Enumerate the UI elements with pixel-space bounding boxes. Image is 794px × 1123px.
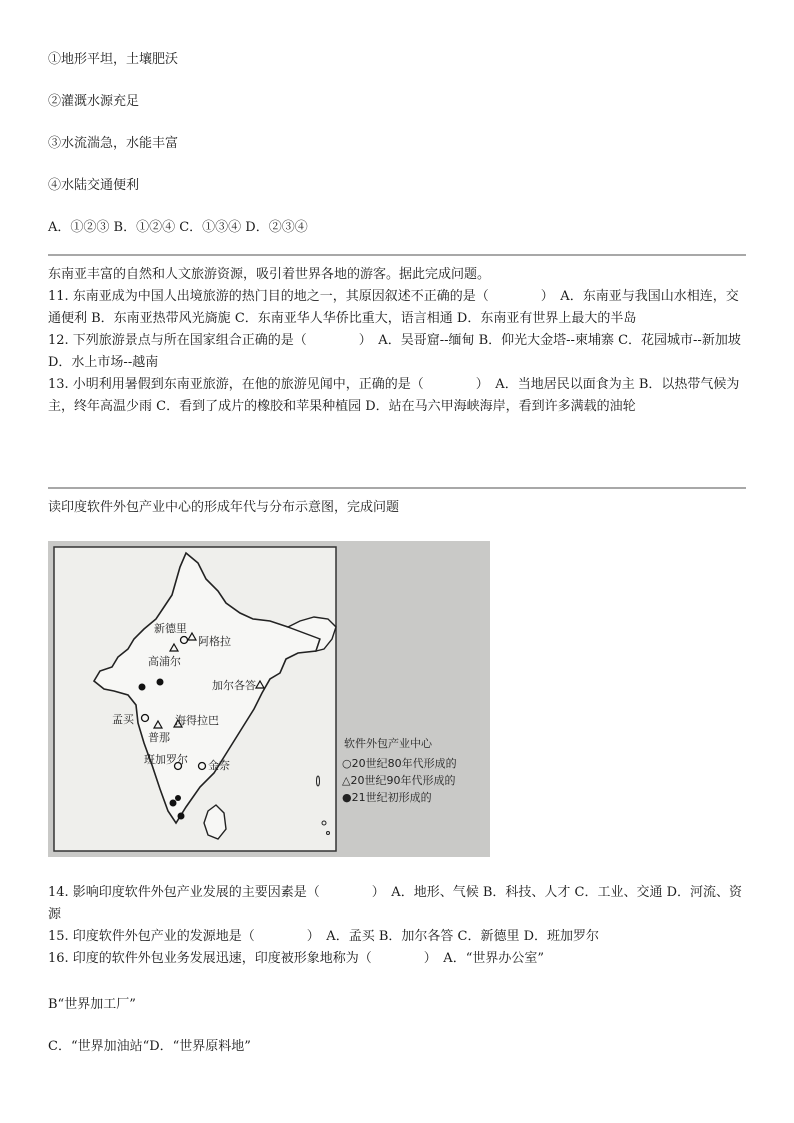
question-11: 11. 东南亚成为中国人出境旅游的热门目的地之一，其原因叙述不正确的是（ ） A．东南亚与我国山水相连，交通便利 B．东南亚热带风光旖旎 C．东南亚华人华侨比重大，语言相通 D．东南亚有世界上最大的半岛 (48, 289, 739, 326)
southeast-asia-section (48, 264, 746, 418)
question-15: 15. 印度软件外包产业的发源地是（ ） A．孟买 B．加尔各答 C．新德里 D．班加罗尔 (48, 929, 600, 944)
city-label-bangalore: 班加罗尔 (144, 753, 188, 766)
question-16-option-b: B“世界加工厂” (48, 997, 136, 1012)
map-legend (342, 736, 457, 804)
city-label-hyderabad: 海得拉巴 (175, 714, 219, 727)
option-1: ①地形平坦，土壤肥沃 (48, 52, 179, 67)
city-label-pune: 普那 (148, 731, 170, 744)
city-label-gwalior: 高浦尔 (148, 655, 181, 668)
section-intro: 东南亚丰富的自然和人文旅游资源，吸引着世界各地的游客。据此完成问题。 (48, 267, 491, 282)
city-marker-indore (157, 679, 164, 686)
city-label-agra: 阿格拉 (198, 635, 231, 648)
question-14: 14. 影响印度软件外包产业发展的主要因素是（ ） A．地形、气候 B．科技、人才 C．工业、交通 D．河流、资源 (48, 885, 743, 922)
city-marker-coimbatore (175, 795, 181, 801)
question-12: 12. 下列旅游景点与所在国家组合正确的是（ ） A．吴哥窟--缅甸 B．仰光大金塔--柬埔寨 C．花园城市--新加坡 D．水上市场--越南 (48, 333, 741, 370)
option-3: ③水流湍急，水能丰富 (48, 136, 179, 151)
question-16-options-cd: C．“世界加油站“D．“世界原料地” (48, 1039, 251, 1054)
question-16: 16. 印度的软件外包业务发展迅速，印度被形象地称为（ ） A．“世界办公室” (48, 951, 544, 966)
india-questions (48, 882, 746, 970)
legend-item-1980s: ○20世纪80年代形成的 (342, 757, 457, 770)
city-marker-kochi (170, 800, 177, 807)
india-map (48, 541, 490, 857)
city-label-mumbai: 孟买 (112, 713, 134, 726)
legend-item-2000s: ●21世纪初形成的 (342, 791, 432, 804)
option-4: ④水陆交通便利 (48, 178, 140, 193)
city-marker-trivandrum (178, 813, 185, 820)
legend-item-1990s: △20世纪90年代形成的 (342, 774, 456, 787)
section-divider (48, 487, 746, 489)
option-2: ②灌溉水源充足 (48, 94, 140, 109)
city-marker-ahmedabad (139, 684, 146, 691)
question-13: 13. 小明利用暑假到东南亚旅游，在他的旅游见闻中，正确的是（ ） A．当地居民以面食为主 B．以热带气候为主，终年高温少雨 C．看到了成片的橡胶和苹果种植园 D．站在马六甲海峡海岸，看到许多满载的油轮 (48, 377, 740, 414)
city-label-kolkata: 加尔各答 (212, 679, 256, 692)
city-label-delhi: 新德里 (154, 622, 187, 635)
india-map-figure (48, 541, 490, 857)
city-label-chennai: 金奈 (208, 759, 230, 772)
section-divider (48, 254, 746, 256)
legend-title: 软件外包产业中心 (344, 737, 432, 750)
answer-choices: A．①②③ B．①②④ C．①③④ D．②③④ (48, 220, 308, 235)
section-intro: 读印度软件外包产业中心的形成年代与分布示意图，完成问题 (48, 500, 400, 515)
